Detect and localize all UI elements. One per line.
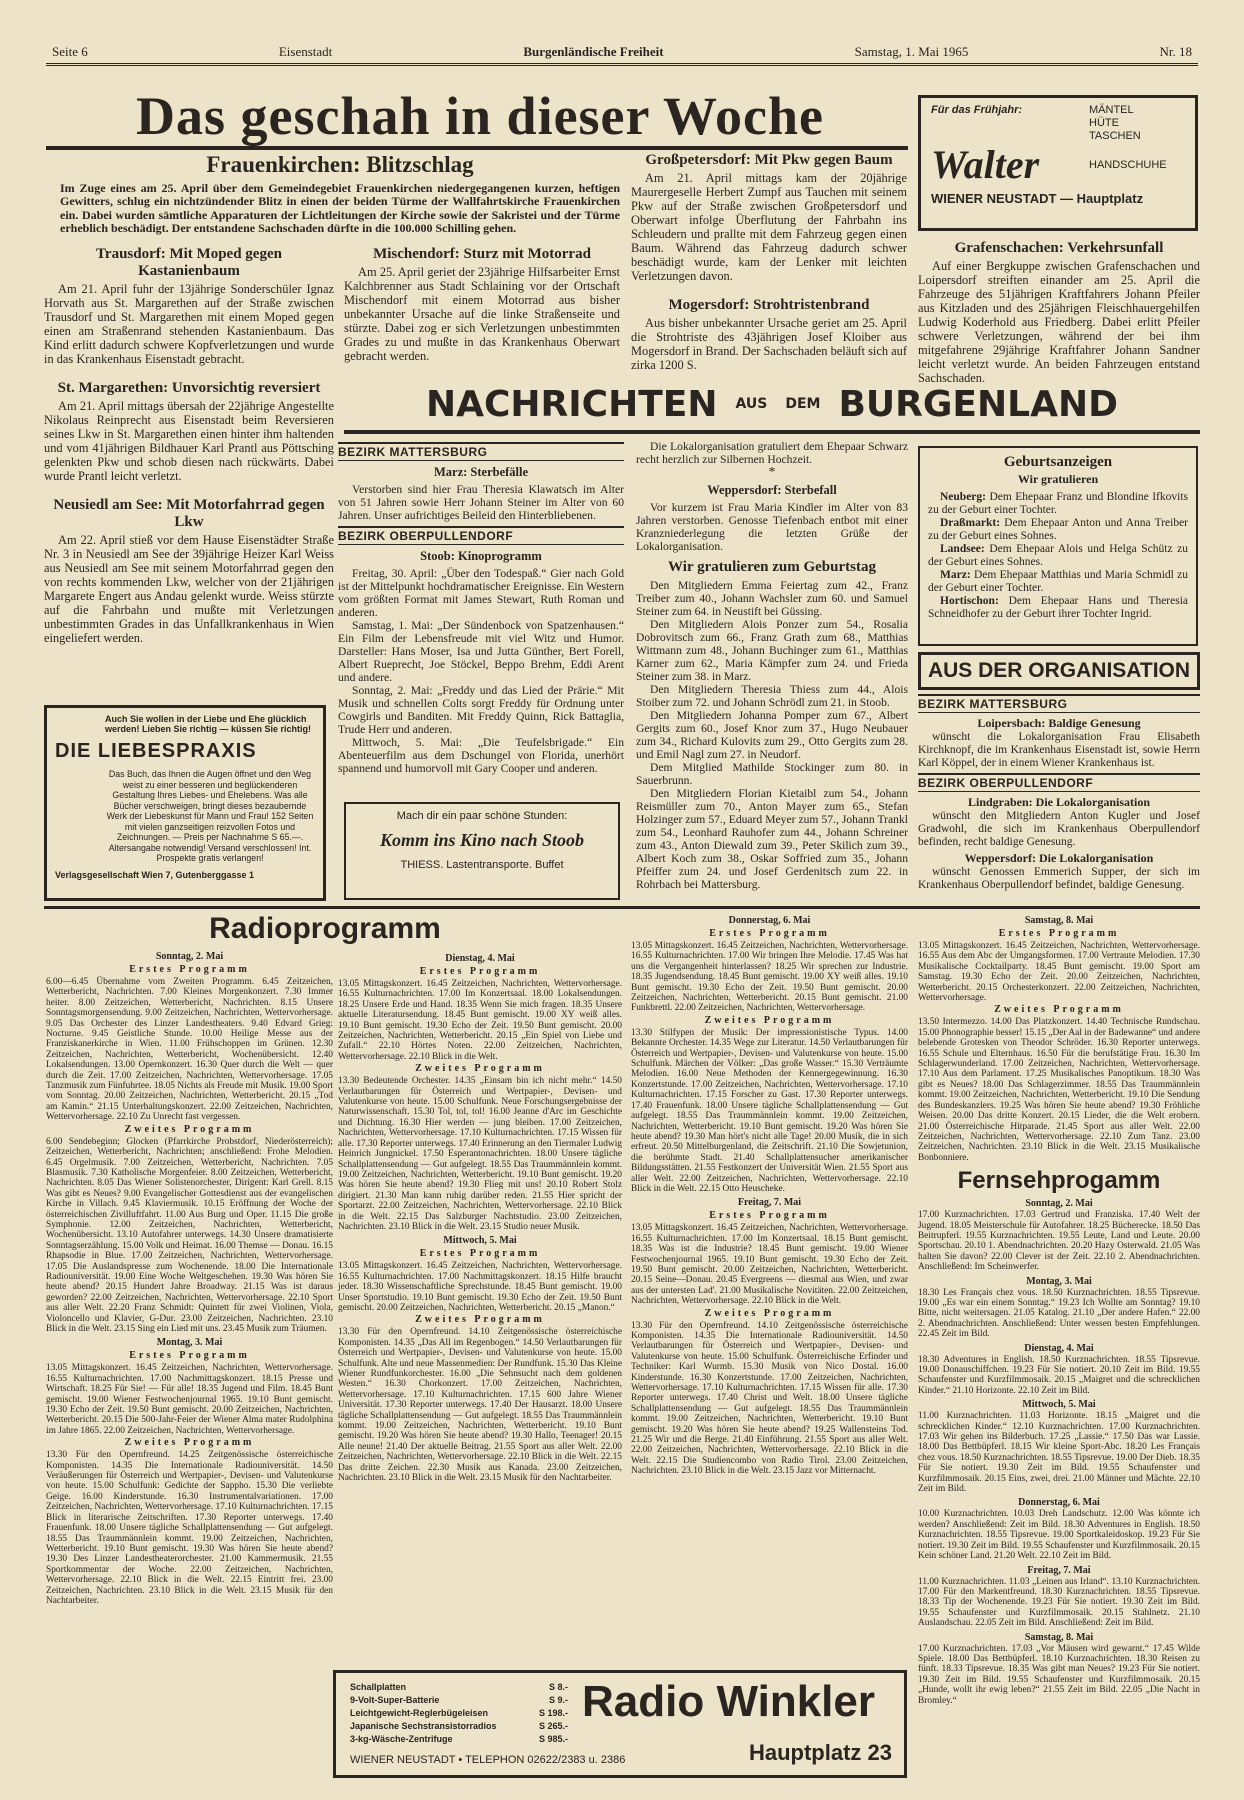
masthead [46, 40, 1198, 66]
birth-entry [928, 517, 1188, 543]
birthday-entry: Den Mitgliedern Johanna Pomper zum 67., Albert Gergits zum 60., Josef Knor zum 37., Hugo Neubauer zum 34., Richard Kulovits zum 29., Otto Gergits zum 28. und Emil Nagl zum 27. in Neudorf. [636, 709, 908, 761]
box-subheading: Wir gratulieren [1017, 472, 1099, 486]
district-heading: BEZIRK MATTERSBURG [338, 442, 624, 461]
program-listing: 13.05 Mittagskonzert. 16.45 Zeitzeichen, Nachrichten, Wettervorhersage. 16.55 Aus dem Abc der Umgangsformen. 17.00 Vertraute Melodien. 17.30 Musikalische Cocktailparty. 18.45 Bunt gemischt. 19.00 Sport am Samstag. 19.30 Echo der Zeit. 20.00 Zeitzeichen, Nachrichten, Wetterbericht. 20.15 Orchesterkonzert. 22.00 Zeitzeichen, Nachrichten, Wettervorhersage. [918, 941, 1200, 1004]
radio-winkler-advertisement [333, 1670, 907, 1778]
tv-listing: 18.30 Adventures in English. 18.50 Kurznachrichten. 18.55 Tipsrevue. 19.00 Donauschiffchen. 19.23 Für Sie notiert. 20.10 Zeit im Bild. 19.55 Schaufenster und Kurzfilmmosaik. 20.15 „Maigret und die schrecklichen Kinder.“ 21.10 Horizonte. 22.10 Zeit im Bild. [918, 1354, 1200, 1396]
birthday-entry: Dem Mitglied Mathilde Stockinger zum 80. in Sauerbrunn. [636, 761, 908, 787]
program-label: Zweites Programm [415, 1314, 545, 1326]
cinema-advertisement [344, 802, 620, 900]
article-heading: Lindgraben: Die Lokalorganisation [967, 795, 1151, 810]
box-heading: Geburtsanzeigen [1003, 454, 1113, 470]
ad-address: Hauptplatz 23 [748, 1740, 892, 1765]
tv-listing: 10.00 Kurznachrichten. 10.03 Dreh Landschutz. 12.00 Was könnte ich werden? Anschließend: Zeit im Bild. 18.30 Adventures in English. 18.50 Kurznachrichten. 18.55 Tipsrevue. 19.00 Sportkaleidoskop. 19.23 Für Sie notiert. 19.30 Zeit im Bild. 19.55 Schaufenster und Kurzfilmmosaik. 20.15 Kein schöner Land. 21.20 Welt. 22.10 Zeit im Bild. [918, 1509, 1200, 1562]
article-heading: Loipersbach: Baldige Genesung [977, 716, 1141, 730]
item-price: S 8.- [548, 1682, 568, 1692]
program-label: Zweites Programm [704, 1014, 835, 1026]
news-column-3 [636, 440, 908, 900]
banner-word: NACHRICHTEN [426, 383, 718, 425]
day-heading: Samstag, 8. Mai [1024, 1631, 1094, 1643]
program-label: Zweites Programm [124, 1123, 255, 1135]
ad-intro: Für das Frühjahr: [931, 104, 1023, 116]
program-listing: 13.30 Für den Opernfreund. 14.10 Zeitgenössische österreichische Komponisten. 14.35 Die Internationale Radiouniversität. 14.50 Verlautbarungen für Österreich und Wertpapier-, Devisen- und Valutenkurse von heute. 15.00 Schulfunk. Österreichische Erfinder und Techniker: Karl Wurmb. 15.30 Musik von Nico Dostal. 16.00 Kinderstunde. 16.30 Konzertstunde. 17.00 Zeitzeichen, Nachrichten, Wettervorhersage. 17.10 Kulturnachrichten. 17.15 Wissen für alle. 17.30 Reporter unterwegs. 17.40 Christ und Welt. 18.00 Unsere tägliche Schallplattensendung — Gut aufgelegt. 18.55 Das Traummännlein kommt. 19.00 Zeitzeichen, Nachrichten, Wetterbericht. 19.10 Bunt gemischt. 19.20 Was hören Sie heute abend? 19.25 Wallensteins Tod. 21.25 Wir und die Berge. 21.40 Einführung. 21.55 Sport aus aller Welt. 22.00 Zeitzeichen, Nachrichten, Wettervorhersage. 22.10 Blick in die Welt. 22.15 Die Studiencombo von Radio Tirol. 23.00 Zeitzeichen, Nachrichten. 23.10 Blick in die Welt. 23.15 Jazz vor Mitternacht. [631, 1320, 908, 1477]
day-heading: Dienstag, 4. Mai [445, 953, 515, 964]
section-title: Das geschah in dieser Woche [135, 86, 825, 146]
separator: * [768, 465, 776, 480]
cinema-listing: Mittwoch, 5. Mai: „Die Teufelsbrigade.“ Ein Abenteuerfilm aus dem Dschungel von Florida, unerhört spannend und humorvoll mit Gary Cooper und anderen. [338, 736, 624, 775]
article-heading: Mogersdorf: Strohtristenbrand [668, 297, 870, 313]
program-label: Zweites Programm [704, 1307, 835, 1319]
district-heading: BEZIRK MATTERSBURG [918, 694, 1200, 713]
birthday-entry: Den Mitgliedern Theresia Thiess zum 44., Alois Stoiber zum 72. und Johann Schrödl zum 21. in Stoob. [636, 683, 908, 709]
organisation-heading: AUS DER ORGANISATION [918, 652, 1200, 690]
ad-title: DIE LIEBESPRAXIS [55, 740, 257, 762]
radio-tv-column [918, 912, 1200, 1796]
program-label: Erstes Programm [709, 928, 830, 939]
nachrichten-banner [344, 378, 1200, 434]
article-heading: Weppersdorf: Sterbefall [707, 483, 837, 497]
article-heading: Frauenkirchen: Blitzschlag [206, 152, 474, 177]
program-label: Erstes Programm [998, 928, 1120, 939]
price-item [350, 1707, 568, 1720]
program-label: Erstes Programm [709, 1210, 830, 1222]
divider [44, 906, 1200, 909]
birthday-entry: Den Mitgliedern Florian Kietaibl zum 54., Johann Reismüller zum 70., Anton Mayer zum 65., Stefan Holzinger zum 57., Eduard Meyer zum 57., Johann Trankl zum 54., Leonhard Rauhofer zum 44., Johann Schreiner zum 43., Anton Diewald zum 39., Peter Skilich zum 39., Albert Koch zum 38., Oskar Soffried zum 35., Johann Pfeiffer zum 24. und Josef Gerdenitsch zum 22. in Rohrbach bei Mattersburg. [636, 787, 908, 891]
tv-listing: 17.00 Kurznachrichten. 17.03 Gertrud und Franziska. 17.40 Welt der Jugend. 18.05 Meisterschule für Autofahrer. 18.25 Bücherecke. 18.50 Das Beitrupferl. 19.55 Kurznachrichten. 19.55 Leute, Land und Leute. 20.00 Sportschau. 20.10 1. Abendnachrichten. 20.20 Hazy Osterwald. 21.05 Was halten Sie davon? 22.00 Clever ist der Zeit. 22.10 2. Abendnachrichten. Anschließend: Im Scheinwerfer. [918, 1210, 1200, 1273]
item-name: Japanische Sechstransistorradios [350, 1721, 497, 1731]
price-item [350, 1720, 568, 1733]
ad-headline: Komm ins Kino nach Stoob [379, 830, 585, 850]
newspaper-name: Burgenländische Freiheit [523, 44, 664, 59]
article-heading: Weppersdorf: Die Lokalorganisation [964, 850, 1154, 865]
radio-title: Radioprogramm [209, 912, 441, 945]
article-body: Am 22. April stieß vor dem Hause Eisenstädter Straße Nr. 3 in Neusiedl am See der 39jährige Heizer Karl Weiss aus Neusiedl am See mit seinem Motorfahrrad gegen den von rechts kommenden Lkw, welcher von der 21jährigen Margarete Engert aus Andau gelenkt wurde. Weiss stürzte auf die Fahrbahn und mußte mit Verletzungen unbestimmten Grades in das Unfallkrankenhaus in Wien eingeliefert werden. [44, 533, 334, 645]
article-heading: Trausdorf: Mit Moped gegen Kastanienbaum [96, 246, 282, 279]
item-price: S 265.- [538, 1721, 568, 1731]
ad-text: Mach dir ein paar schöne Stunden: [396, 810, 568, 822]
tv-title: Fernsehprogamm [957, 1167, 1161, 1195]
article-heading: Wir gratulieren zum Geburtstag [668, 559, 876, 575]
place: Landsee: [940, 543, 985, 555]
issue-number: Nr. 18 [1159, 44, 1192, 59]
day-heading: Donnerstag, 6. Mai [728, 915, 811, 926]
ad-publisher: Verlagsgesellschaft Wien 7, Gutenberggasse 1 [55, 869, 254, 880]
radio-column-3 [631, 912, 908, 1666]
liebespraxis-advertisement [44, 705, 326, 901]
ad-text: THIESS. Lastentransporte. Buffet [400, 859, 564, 871]
day-heading: Mittwoch, 5. Mai [443, 1235, 517, 1247]
program-listing: 13.05 Mittagskonzert. 16.45 Zeitzeichen, Nachrichten, Wettervorhersage. 16.55 Kulturnachrichten. 17.00 Nachmittagskonzert. 18.15 Presse und Wirtschaft. 18.25 Für Sie! — Für alle! 18.35 Jugend und Film. 18.45 Bunt gemischt. 19.00 Wiener Festwochenjournal 1965. 19.10 Bunt gemischt. 19.30 Echo der Zeit. 19.50 Bunt gemischt. 20.00 Zeitzeichen, Nachrichten, Wetterbericht. 20.15 Die 500-Jahr-Feier der Wiener Alma mater Rudolphina im Jahre 1865. 22.00 Zeitzeichen, Nachrichten, Wettervorhersage. [46, 1363, 333, 1436]
cinema-listing: Sonntag, 2. Mai: „Freddy und das Lied der Prärie.“ Mit Musik und schnellen Colts sorgt Freddy für Ordnung unter Cowgirls und Banditen. Mit Freddy Quinn, Rick Battaglia, Trude Herr und anderen. [338, 684, 624, 736]
article-body: wünscht die Lokalorganisation Frau Elisabeth Kirchknopf, die im Krankenhaus Eisenstadt ist, sowie Herrn Karl Köppel, der in einem Wiener Krankenhaus ist. [918, 731, 1200, 769]
tv-listing: 17.00 Kurznachrichten. 17.03 „Vor Mäusen wird gewarnt.“ 17.45 Wilde Spiele. 18.00 Das Bettbüpferl. 18.10 Kurznachrichten. 18.30 Reisen zu fünft. 18.33 Tipsrevue. 18.35 Was gibt man Neues? 19.23 Für Sie notiert. 19.30 Zeit im Bild. 19.55 Schaufenster und Kurzfilmmosaik. 20.15 „Hunde, wollt ihr ewig leben?“ 21.55 Zeit im Bild. 22.05 „Die Nacht in Bromley.“ [918, 1643, 1200, 1706]
article-heading: Mischendorf: Sturz mit Motorrad [373, 246, 591, 262]
radio-column-2 [338, 950, 622, 1666]
program-listing: 13.50 Intermezzo. 14.00 Das Platzkonzert. 14.40 Technische Rundschau. 15.00 Phonographie besser! 15.15 „Der Aal in der Badewanne“ und andere belebende Grotesken von Theodor Schröder. 16.30 Reporter unterwegs. 16.55 Schule und Elternhaus. 16.50 Für die berufstätige Frau. 16.30 Im Schlagerwunderland. 17.00 Zeitzeichen, Nachrichten, Wettervorhersage. 17.10 Aus dem Parlament. 17.25 Musikalisches Panoptikum. 18.30 Was gibt es Neues? 18.00 Das Schlagerzimmer. 18.55 Das Traummännlein kommt. 19.00 Zeitzeichen, Nachrichten, Wetterbericht. 19.10 Die Sendung des Bundeskanzlers. 19.25 Was hören Sie heute abend? 19.30 Fröhliche Weisen. 20.00 Das dritte Konzert. 20.15 Lieder, die die Welt erobern. 21.00 Österreichische Hitparade. 21.45 Sport aus aller Welt. 22.00 Zeitzeichen, Nachrichten, Wettervorhersage. 22.10 Zum Tanz. 23.00 Zeitzeichen, Nachrichten. 23.10 Blick in die Welt. 23.15 Musikalische Bonbonniere. [918, 1017, 1200, 1163]
day-heading: Sonntag, 2. Mai [155, 951, 224, 962]
item-price: S 985.- [538, 1734, 568, 1744]
article-body: wünscht Genossen Emmerich Supper, der sich im Krankenhaus Oberpullendorf befindet, baldige Genesung. [918, 865, 1200, 891]
article-heading: St. Margarethen: Unvorsichtig reversiert [57, 380, 321, 396]
day-heading: Dienstag, 4. Mai [1024, 1342, 1094, 1354]
program-listing: 6.00—6.45 Übernahme vom Zweiten Programm. 6.45 Zeitzeichen, Wetterbericht, Nachrichten. 7.00 Kleines Morgenkonzert. 7.30 Immer heiter. 8.00 Zeitzeichen, Wetterbericht, Nachrichten. 8.15 Unsere Sonntagsmorgensendung. 9.00 Zeitzeichen, Nachrichten, Wettervorhersage. 9.05 Das Orchester des Linzer Landestheaters. 9.40 Edvard Grieg: Nocturne. 9.45 Geistliche Stunde. 10.00 Heilige Messe aus der Franziskanerkirche in Wien. 11.00 Frühschoppen im Grünen. 12.30 Zeitzeichen, Nachrichten, Wetterbericht, Wochenübersicht. 12.40 Lokalsendungen. 13.00 Opernkonzert. 16.30 Quer durch die Welt — quer durch die Zeit. 17.00 Zeitzeichen, Nachrichten, Wettervorhersage. 17.05 Tanzmusik zum Fünfuhrtee. 18.05 Nichts als Freude mit Musik. 19.00 Sport vom Sonntag. 20.00 Zeitzeichen, Nachrichten, Wetterbericht. 20.15 „Tod am Kamin.“ 21.15 Unterhaltungskonzert. 22.00 Zeitzeichen, Nachrichten, Wettervorhersage. 22.10 Zu Unrecht fast vergessen. [46, 977, 333, 1123]
program-listing: 13.05 Mittagskonzert. 16.45 Zeitzeichen, Nachrichten, Wettervorhersage. 16.55 Kulturnachrichten. 17.00 Im Konzertsaal. 18.00 Lokalsendungen. 18.25 Unsere Erde und Hand. 18.35 Wenn Sie mich fragen. 18.35 Unsere aktuelle Literatursendung. 18.45 Bunt gemischt. 19.00 XY weiß alles. 19.10 Bunt gemischt. 19.30 Echo der Zeit. 19.50 Bunt gemischt. 20.00 Zeitzeichen, Nachrichten, Wetterbericht. 20.15 „Ein Spiel von Liebe und Zufall.“ 22.10 Hörtes Noten. 22.00 Zeitzeichen, Nachrichten, Wettervorhersage. 22.10 Blick in die Welt. [338, 979, 622, 1062]
divider [46, 146, 908, 150]
program-listing: 13.05 Mittagskonzert. 16.45 Zeitzeichen, Nachrichten, Wettervorhersage. 16.55 Kulturnachrichten. 17.00 Nachmittagskonzert. 18.15 Hilfe braucht jeder. 18.30 Wissenschaftliche Sprechstunde. 18.45 Bunt gemischt. 19.00 Unser Sportstudio. 19.10 Bunt gemischt. 19.30 Echo der Zeit. 19.50 Bunt gemischt. 20.00 Zeitzeichen, Nachrichten, Wetterbericht. 20.15 „Manon.“ [338, 1261, 622, 1313]
text: Dem Ehepaar Alois und Helga Schütz zu der Geburt eines Sohnes. [928, 543, 1189, 568]
news-column-2 [338, 438, 624, 798]
program-listing: 13.30 Bedeutende Orchester. 14.35 „Einsam bin ich nicht mehr.“ 14.50 Verlautbarungen für Österreich und Wertpapier-, Devisen- und Valutenkurse von heute. 15.00 Schulfunk. Neue Forschungsergebnisse der Naturwissenschaft. 15.30 Tol, tol, tol! 16.00 Jeanne d'Arc im Geschichte und Dichtung. 16.30 Hier werden — jung bleiben. 17.00 Zeitzeichen, Nachrichten, Wettervorhersage. 17.10 Kulturnachrichten. 17.15 Wissen für alle. 17.30 Reporter unterwegs. 17.40 Erinnerung an den Tiermaler Ludwig Heinrich Jungnickel. 17.50 Esperantonachrichten. 18.00 Unsere tägliche Schallplattensendung — Gut aufgelegt. 18.55 Das Traummännlein kommt. 19.00 Zeitzeichen, Nachrichten, Wetterbericht. 19.10 Bunt gemischt. 19.20 Was hören Sie heute abend? 19.30 Flieg mit uns! 20.10 Robert Stolz dirigiert. 21.30 Man kann ruhig darüber reden. 21.55 Hier spricht der Sportarzt. 22.00 Zeitzeichen, Nachrichten, Wettervorhersage. 22.10 Blick in die Welt. 22.15 Das Salzburger Nachtstudio. 23.00 Zeitzeichen, Nachrichten. 23.10 Blick in die Welt. 23.15 Studio neuer Musik. [338, 1076, 622, 1232]
item-name: Schallplatten [350, 1682, 407, 1692]
radio-column-1 [46, 948, 333, 1778]
program-listing: 13.30 Für den Opernfreund. 14.10 Zeitgenössische österreichische Komponisten. 14.35 „Das All im Regenbogen.“ 14.50 Verlautbarungen für Österreich und Wertpapier-, Devisen- und Valutenkurse von heute. 15.00 Schulfunk. Alte und neue Massenmedien: Der Rundfunk. 15.30 Das Kleine Wiener Rundfunkorchester. 16.00 „Die Sehnsucht nach dem goldenen Westen.“ 16.30 Chorkonzert. 17.00 Zeitzeichen, Nachrichten, Wettervorhersage. 17.10 Kulturnachrichten. 17.15 600 Jahre Wiener Universität. 17.30 Reporter unterwegs. 17.40 Der Hausarzt. 18.00 Unsere tägliche Schallplattensendung — Gut aufgelegt. 18.55 Das Traummännlein kommt. 19.00 Zeitzeichen, Nachrichten, Wetterbericht. 19.10 Bunt gemischt. 19.20 Was hören Sie heute abend? 19.30 Hallo, Teenager! 20.15 Alle neune! 21.40 Der aktuelle Beitrag. 21.55 Sport aus aller Welt. 22.00 Zeitzeichen, Nachrichten, Wettervorhersage. 22.10 Blick in die Welt. 22.15 Das dritte Zeichen. 22.30 Musik aus Kanada. 23.00 Zeitzeichen, Nachrichten. 23.10 Blick in die Welt. 23.15 Musik für den Nachtarbeiter. [338, 1327, 622, 1484]
price-item [350, 1733, 568, 1746]
banner-word: BURGENLAND [838, 383, 1118, 425]
district-heading: BEZIRK OBERPULLENDORF [338, 526, 624, 545]
item-name: 3-kg-Wäsche-Zentrifuge [350, 1734, 453, 1744]
birth-entry [928, 595, 1188, 621]
far-right-column [918, 234, 1200, 385]
item-price: S 9.- [548, 1695, 568, 1705]
article-heading: Marz: Sterbefälle [433, 465, 529, 479]
birthday-entry: Den Mitgliedern Alois Ponzer zum 54., Rosalia Dobrovitsch zum 66., Franz Grath zum 68., Matthias Wittmann zum 48., Johann Buchinger zum 61., Matthias Karner zum 62., Maria Kämpfer zum 24. und Frieda Steiner zum 38. in Marz. [636, 618, 908, 683]
page-number: Seite 6 [52, 44, 88, 59]
price-item [350, 1694, 568, 1707]
article-body: Verstorben sind hier Frau Theresia Klawatsch im Alter von 51 Jahren sowie Herr Johann Steiner im Alter von 60 Jahren. Unser aufrichtiges Beileid den Hinterbliebenen. [338, 483, 624, 522]
ad-item: MÄNTEL [1089, 104, 1134, 116]
day-heading: Freitag, 7. Mai [737, 1197, 802, 1209]
article-heading: Großpetersdorf: Mit Pkw gegen Baum [645, 152, 893, 168]
ad-item: TASCHEN [1089, 130, 1141, 142]
tv-listing: 11.00 Kurznachrichten. 11.03 „Leinen aus Irland“. 13.10 Kurznachrichten. 17.00 Für den Markentfreund. 18.30 Kurznachrichten. 18.55 Tipsrevue. 18.33 Tip der Wochenende. 19.23 Für Sie notiert. 19.30 Zeit im Bild. 19.55 Schaufenster und Kurzfilmmosaik. 20.15 Stahlnetz. 21.10 Auslandschau. 22.05 Zeit im Bild. Anschließend: Zeit im Bild. [918, 1576, 1200, 1629]
text: Dem Ehepaar Anton und Anna Treiber zu der Geburt eines Sohnes. [928, 517, 1189, 542]
banner-word: AUS [735, 396, 768, 412]
day-heading: Montag, 3. Mai [156, 1337, 223, 1349]
program-label: Erstes Programm [419, 1248, 541, 1260]
article-body: Vor kurzem ist Frau Maria Kindler im Alter von 83 Jahren verstorben. Genosse Tiefenbach entbot mit einer Kranzniederlegung die letzten Grüße der Lokalorganisation. [636, 501, 908, 553]
ad-item: HÜTE [1089, 117, 1119, 129]
article-body: Am 21. April fuhr der 13jährige Sonderschüler Ignaz Horvath aus St. Margarethen auf der Straße zwischen Trausdorf und St. Margarethen mit einem Moped gegen einen am Straßenrand stehenden Kastanienbaum. Das Kind erlitt dadurch schwere Kopfverletzungen und wurde in das Krankenhaus Eisenstadt gebracht. [44, 282, 334, 366]
walter-advertisement [918, 95, 1198, 231]
article-body: Am 25. April geriet der 23jährige Hilfsarbeiter Ernst Kalchbrenner aus Stadt Schlaining vor der Ortschaft Mischendorf mit einem Motorrad aus bisher unbekannter Ursache auf die linke Straßenseite und stürzte. Dabei zog er sich Verletzungen unbestimmten Grades zu und mußte in das Krankenhaus Oberwart gebracht werden. [344, 265, 620, 363]
program-label: Zweites Programm [415, 1063, 545, 1075]
text: Dem Ehepaar Franz und Blondine Ifkovits zu der Geburt einer Tochter. [928, 491, 1188, 516]
birth-announcements-box [918, 446, 1198, 646]
program-label: Erstes Programm [129, 1350, 250, 1362]
organisation-column [918, 692, 1200, 904]
program-label: Zweites Programm [124, 1437, 255, 1449]
program-label: Erstes Programm [129, 964, 250, 975]
article-heading: Stoob: Kinoprogramm [420, 549, 542, 563]
item-name: 9-Volt-Super-Batterie [350, 1695, 440, 1705]
item-name: Leichtgewicht-Reglerbügeleisen [350, 1708, 489, 1718]
program-listing: 6.00 Sendebeginn; Glocken (Pfarrkirche Probstdorf, Niederösterreich); Zeitzeichen, Wetterbericht, Nachrichten; anschließend: Frohe Melodien. 6.45 Orgelmusik. 7.00 Zeitzeichen, Wetterbericht, Nachrichten. 7.05 Blasmusik. 7.30 Katholische Morgenfeier. 8.00 Zeitzeichen, Wetterbericht, Nachrichten. 8.05 Das Wiener Solistenorchester, Dirigent: Karl Grell. 8.15 Was gibt es Neues? 9.00 Evangelischer Gottesdienst aus der evangelischen Kirche in Villach. 9.45 Klaviermusik. 10.15 Eröffnung der Woche der österreichischen Zivilluftfahrt. 11.00 Aus Burg und Oper. 11.15 Die große Symphonie. 12.00 Zeitzeichen, Nachrichten, Wetterbericht, Wochenübersicht. 13.10 Autofahrer unterwegs. 14.30 Unsere dramatisierte Sonntagserzählung. 15.00 Volk und Heimat. 16.00 Themse — Donau. 16.15 Rhapsodie in Blue. 17.00 Zeitzeichen, Nachrichten, Wettervorhersage. 17.05 Die Auslandspresse zum Wochenende. 18.00 Die Internationale Radiouniversität. 19.00 Eine Woche Weltgeschehen. 19.30 Was hören Sie heute abend? 20.15 Hundert Jahre Broadway. 21.15 Was ist daraus geworden? 22.00 Zeitzeichen, Nachrichten, Wettervorhersage. 22.10 Sport aus aller Welt. 22.20 Franz Schmidt: Quintett für zwei Violinen, Viola, Violoncello und Klavier, G-Dur. 23.00 Zeitzeichen, Nachrichten. 23.10 Blick in die Welt. 23.15 Sing ein Lied mit uns. 23.45 Musik zum Träumen. [46, 1136, 333, 1334]
birthday-entry: Den Mitgliedern Emma Feiertag zum 42., Franz Treiber zum 40., Johann Wachsler zum 60. und Samuel Steiner zum 64. in Neustift bei Güssing. [636, 579, 908, 618]
program-listing: 13.05 Mittagskonzert. 16.45 Zeitzeichen, Nachrichten, Wettervorhersage. 16.55 Kulturnachrichten. 17.00 Im Konzertsaal. 18.15 Bunt gemischt. 18.35 Was ist die Industrie? 18.45 Bunt gemischt. 19.00 Wiener Festwochenjournal 1965. 19.10 Bunt gemischt. 19.30 Echo der Zeit. 19.50 Bunt gemischt. 20.00 Zeitzeichen, Nachrichten, Wetterbericht. 20.15 Seine—Donau. 20.45 Evergreens — diesmal aus Wien, und zwar aus der untersten Lad'. 21.00 Musikalische Novitäten. 22.00 Zeitzeichen, Nachrichten, Wettervorhersage. 22.10 Blick in die Welt. [631, 1223, 908, 1307]
article-body: Am 21. April mittags übersah der 22jährige Angestellte Nikolaus Reinprecht aus Eisenstadt beim Reversieren seines Lkw in St. Margarethen einen hinter ihm haltenden und vom 41jährigen Bildhauer Karl Prantl aus Pöttsching gelenkten Pkw und schob diesen nach rückwärts. Dabei wurde Prantl leicht verletzt. [44, 399, 334, 483]
issue-date: Samstag, 1. Mai 1965 [854, 44, 969, 59]
article-heading: Grafenschachen: Verkehrsunfall [954, 240, 1164, 256]
item-price: S 198.- [538, 1708, 568, 1718]
place: Neuberg: [940, 491, 986, 503]
ad-body: Das Buch, das Ihnen die Augen öffnet und den Weg weist zu einer besseren und beglückenderen Gestaltung Ihres Liebes- und Ehelebens. Was alle Bücher verschweigen, bringt dieses bezaubernde Werk der Liebeskunst für Mann und Frau! 152 Seiten mit vielen ganzseitigen reizvollen Fotos und Zeichnungen. — Preis per Nachnahme S 65.—. Altersangabe notwendig! Versand verschlossen! Int. Prospekte gratis verlangen! [106, 769, 314, 863]
ad-contact: WIENER NEUSTADT • TELEPHON 02622/2383 u. 2386 [350, 1754, 626, 1766]
program-listing: 13.05 Mittagskonzert. 16.45 Zeitzeichen, Nachrichten, Wettervorhersage. 16.55 Kulturnachrichten. 17.00 Wir bringen Ihre Melodie. 17.45 Was hat uns die Vergangenheit hinterlassen? 18.25 Wir sprechen zur Industrie. 18.35 Jugendsendung. 18.45 Bunt gemischt. 19.00 XY weiß alles. 19.10 Bunt gemischt. 19.30 Echo der Zeit. 19.50 Bunt gemischt. 20.00 Zeitzeichen, Nachrichten, Wetterbericht. 20.15 Bunt gemischt. 21.00 Funkbrettl. 22.00 Zeitzeichen, Nachrichten, Wettervorhersage. [631, 941, 908, 1014]
place: Marz: [940, 569, 971, 581]
program-listing: 13.30 Für den Opernfreund. 14.25 Zeitgenössische österreichische Komponisten. 14.35 Die Internationale Radiouniversität. 14.50 Veräußerungen für Österreich und Wertpapier-, Devisen- und Valutenkurse von heute. 15.00 Schulfunk: Gedichte der Sappho. 15.30 Die verliebte Geige. 16.00 Kinderstunde. 16.30 Instrumentalvariationen. 17.00 Zeitzeichen, Nachrichten, Wettervorhersage. 17.10 Kulturnachrichten. 17.15 Blick in literarische Zeitschriften. 17.30 Reporter unterwegs. 17.40 Frauenfunk. 18.00 Unsere tägliche Schallplattensendung — Gut aufgelegt. 18.55 Das Traummännlein kommt. 19.00 Zeitzeichen, Nachrichten, Wetterbericht. 19.10 Bunt gemischt. 19.30 Was hören Sie heute abend? 19.30 Des Linzer Landestheaterorchester. 21.00 Kammermusik. 21.55 Sportkommentar der Woche. 22.00 Zeitzeichen, Nachrichten, Wettervorhersage. 22.10 Blick in die Welt. 22.15 Eintritt frei. 23.00 Zeitzeichen, Nachrichten. 23.10 Blick in die Welt. 23.15 Musik für den Nachtarbeiter. [46, 1450, 333, 1606]
article-heading: Neusiedl am See: Mit Motorfahrrad gegen Lkw [53, 497, 325, 530]
day-heading: Samstag, 8. Mai [1024, 915, 1094, 926]
ad-address: WIENER NEUSTADT — Hauptplatz [931, 191, 1144, 206]
cinema-listing: Samstag, 1. Mai: „Der Sündenbock von Spatzenhausen.“ Ein Film der Lebensfreude mit viel Witz und Humor. Darsteller: Hans Moser, Isa und Jutta Günther, Bert Forell, Albert Rueprecht, Joe Stöckel, Beppo Brehm, Eddi Arent und andere. [338, 619, 624, 684]
district-heading: BEZIRK OBERPULLENDORF [918, 773, 1200, 792]
article-body: Aus bisher unbekannter Ursache geriet am 25. April die Strohtriste des 43jährigen Josef Kloiber aus Mogersdorf in Brand. Der Sachschaden beläuft sich auf zirka 1200 S. [631, 316, 907, 372]
article-body: Im Zuge eines am 25. April über dem Gemeindegebiet Frauenkirchen niedergegangenen kurzen, heftigen Gewitters, schlug ein nichtzündender Blitz in einen der beiden Türme der Wallfahrtskirche Frauenkirchen ein. Dabei wurden sämtliche Apparaturen der Lichtleitungen der Kirche sowie der Sakristei und der Türme erheblich beschädigt. Der entstandene Sachschaden dürfte in die 100.000 Schilling gehen. [60, 181, 620, 236]
tv-listing: 11.00 Kurznachrichten. 11.03 Horizonte. 18.15 „Maigret und die schrecklichen Kinder.“ 12.10 Kurznachrichten. 17.00 Kurznachrichten. 17.03 Wir gehen ins Bilderbuch. 17.25 „Lassie.“ 17.50 Das war Lassie. 18.00 Das Bettbüpferl. 18.15 Wir kleine Sport-Abc. 18.20 Les Français chez vous. 18.50 Kurznachrichten. 18.55 Tipsrevue. 19.00 Der Dieb. 18.35 Für Sie notiert. 19.30 Zeit im Bild. 19.55 Schaufenster und Kurzfilmmosaik. 20.15 Eins, zwei, drei. 21.00 Männer und Mächte. 22.10 Zeit im Bild. [918, 1411, 1200, 1495]
program-label: Erstes Programm [419, 966, 541, 977]
day-heading: Sonntag, 2. Mai [1025, 1198, 1093, 1210]
article-body: Auf einer Bergkuppe zwischen Grafenschachen und Loipersdorf streiften einander am 25. April die Fahrzeuge des 51jährigen Kraftfahrers Johann Pfeiler aus Kitzladen und des 25jährigen Fleischhauergehilfen Ludwig Koderhold aus Friedberg. Dabei erlitt Pfeiler schwere Verletzungen, während der bei ihm mitgefahrene 29jährige Kraftfahrer Johann Sandner leicht verletzt wurde. An beiden Fahrzeugen entstand Sachschaden. [918, 259, 1200, 385]
ad-tagline: Auch Sie wollen in der Liebe und Ehe glücklich werden! Lieben Sie richtig — küssen Sie richtig! [105, 714, 312, 734]
program-label: Zweites Programm [994, 1004, 1124, 1016]
article-body: wünscht den Mitgliedern Anton Kugler und Josef Gradwohl, die sich im Krankenhaus Oberpullendorf befinden, recht baldige Genesung. [918, 810, 1200, 848]
lead-article [60, 152, 620, 242]
left-column [44, 240, 334, 700]
article-body: Am 21. April mittags kam der 20jährige Maurergeselle Herbert Zumpf aus Tauchen mit seinem Pkw auf der Straße zwischen Großpetersdorf und Oberwart infolge Überflutung der Fahrbahn ins Schleudern und prallte mit dem Fahrzeug gegen einen Baum. Während das Fahrzeug dadurch schwer beschädigt wurde, kam der Lenker mit leichten Verletzungen davon. [631, 171, 907, 283]
day-heading: Montag, 3. Mai [1026, 1275, 1092, 1287]
place: Draßmarkt: [940, 517, 1001, 529]
masthead-place: Eisenstadt [278, 44, 333, 59]
place: Hortischon: [940, 595, 999, 607]
day-heading: Donnerstag, 6. Mai [1018, 1497, 1100, 1509]
ad-brand: Radio Winkler [582, 1677, 875, 1726]
day-heading: Freitag, 7. Mai [1027, 1564, 1091, 1576]
tv-listing: 18.30 Les Français chez vous. 18.50 Kurznachrichten. 18.55 Tipsrevue. 19.00 „Es war ein einem Sonntag.“ 19.23 Ich Wollte am Sonntag? 19.10 Bitte, nicht weitersagen. 21.05 Katalog. 21.10 „Der andere Hafen.“ 22.00 2. Abendnachrichten. Anschließend: Unter wessen besten Empfehlungen. 22.45 Zeit im Bild. [918, 1287, 1200, 1340]
ad-item: HANDSCHUHE [1089, 159, 1167, 171]
ad-brand: Walter [931, 142, 1040, 187]
price-item [350, 1681, 568, 1694]
text: Dem Ehepaar Matthias und Maria Schmidl zu der Geburt einer Tochter. [928, 569, 1188, 594]
program-listing: 13.30 Stilfypen der Musik: Der impressionistische Typus. 14.00 Bekannte Orchester. 14.35 Wege zur Literatur. 14.50 Verlautbarungen für Österreich und Wertpapier-, Devisen- und Valutenkurse von heute. 15.00 Schulfunk. Märchen der Völker: „Das große Wasser.“ 15.30 Verträumte Melodien. 16.00 Neue Methoden der Kennergegewinnung. 16.30 Konzertstunde. 17.00 Zeitzeichen, Nachrichten, Wettervorhersage. 17.10 Kulturnachrichten. 17.15 Forscher zu Gast. 17.30 Reporter unterwegs. 17.40 Frauenfunk. 18.00 Unsere tägliche Schallplattensendung — Gut aufgelegt. 18.55 Das Traummännlein kommt. 19.00 Zeitzeichen, Nachrichten, Wetterbericht. 19.10 Bunt gemischt. 19.20 Was hören Sie heute abend? 19.30 Man hört's nicht alle Tage! 20.00 Musik, die in sich erfreut. 20.50 Mittelburgenland, die Zeitschrift. 21.10 Die Sowjetunion, die berühmte Stadt. 21.40 Schallplattensucher amerikanischer Bildungsstätten. 21.55 Festkonzert der Universität Wien. 21.55 Sport aus aller Welt. 22.00 Zeitzeichen, Nachrichten, Wettervorhersage. 22.10 Blick in die Welt. 22.15 Otto Heuscheke. [631, 1027, 908, 1194]
text: Dem Ehepaar Hans und Theresia Schneidhofer zu der Geburt ihrer Tochter Ingrid. [928, 595, 1189, 620]
article-body: Die Lokalorganisation gratuliert dem Ehepaar Schwarz recht herzlich zur Silbernen Hochzeit. [636, 440, 908, 466]
middle-column [344, 240, 620, 376]
day-heading: Mittwoch, 5. Mai [1022, 1399, 1096, 1411]
birth-entry [928, 543, 1188, 569]
birth-entry [928, 569, 1188, 595]
cinema-listing: Freitag, 30. April: „Über den Todespaß.“ Gier nach Gold ist der Mittelpunkt hochdramatischer Ereignisse. Ein Western vom größten Format mit James Stewart, Ruth Roman und anderen. [338, 567, 624, 619]
right-column [631, 152, 907, 377]
birth-entry [928, 491, 1188, 517]
banner-word: DEM [785, 396, 821, 412]
